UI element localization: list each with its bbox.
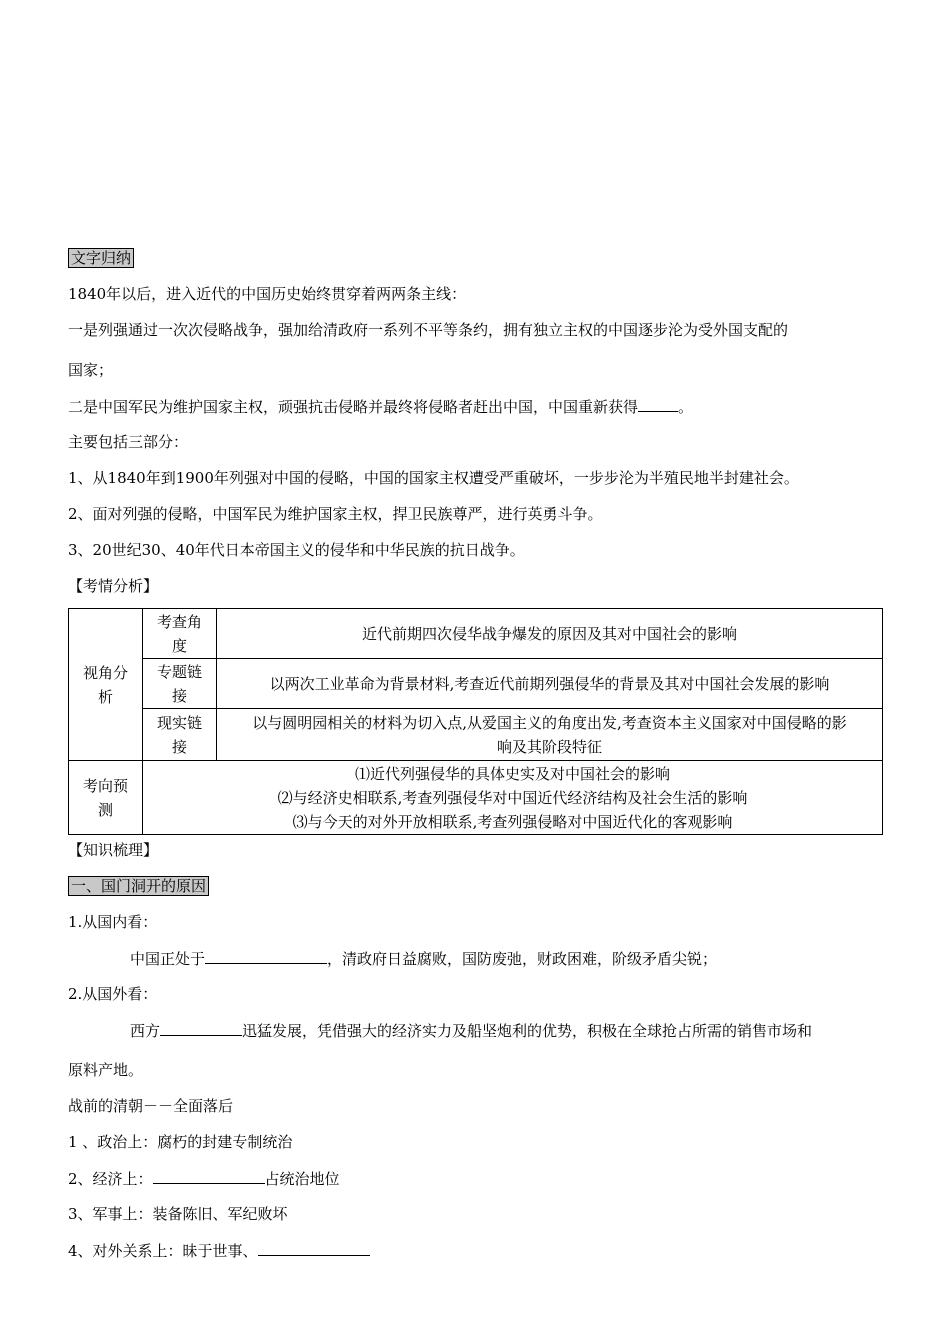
foreign-text: 西方 迅猛发展，凭借强大的经济实力及船坚炮利的优势，积极在全球抢占所需的销售市场和: [130, 1022, 813, 1040]
blank-line: [160, 1020, 242, 1036]
qing-item-1: 1 、政治上：腐朽的封建专制统治: [68, 1133, 293, 1151]
line-one-b: 国家；: [68, 361, 114, 379]
kaoqing-title: 【考情分析】: [68, 577, 159, 595]
row-label: 现实链接: [143, 709, 217, 761]
qing-item-4: 4、对外关系上：昧于世事、: [68, 1240, 370, 1261]
row-content: 以与圆明园相关的材料为切入点,从爱国主义的角度出发,考查资本主义国家对中国侵略的影响及其阶段特征: [217, 709, 883, 761]
analysis-table: [68, 608, 883, 835]
section-title-causes: 一、国门洞开的原因: [68, 876, 209, 896]
parts-intro: 主要包括三部分：: [68, 433, 189, 451]
blank-line: [153, 1168, 265, 1184]
qing-item-3: 3、军事上：装备陈旧、军纪败坏: [68, 1205, 288, 1223]
line-one-a: 一是列强通过一次次侵略战争，强加给清政府一系列不平等条约，拥有独立主权的中国逐步沦为受外国支配的: [68, 321, 789, 339]
table-row: [69, 761, 883, 835]
foreign-label: 2.从国外看：: [68, 985, 158, 1003]
row-content: 近代前期四次侵华战争爆发的原因及其对中国社会的影响: [217, 609, 883, 659]
qing-title: 战前的清朝－－全面落后: [68, 1097, 234, 1115]
part-1: 1、从1840年到1900年列强对中国的侵略，中国的国家主权遭受严重破坏，一步步沦为半殖民地半封建社会。: [68, 469, 799, 487]
row-content: 以两次工业革命为背景材料,考查近代前期列强侵华的背景及其对中国社会发展的影响: [217, 659, 883, 709]
part-3: 3、20世纪30、40年代日本帝国主义的侵华和中华民族的抗日战争。: [68, 541, 525, 559]
domestic-label: 1.从国内看：: [68, 913, 158, 931]
intro-text: 1840年以后，进入近代的中国历史始终贯穿着两两条主线：: [68, 285, 467, 303]
blank-line: [638, 396, 678, 412]
row-label: 考查角度: [143, 609, 217, 659]
row-header-forecast: 考向预测: [69, 761, 143, 835]
table-row: [69, 609, 883, 659]
row-label: 专题链接: [143, 659, 217, 709]
row-header-perspective: 视角分析: [69, 609, 143, 761]
line-two: 二是中国军民为维护国家主权，顽强抗击侵略并最终将侵略者赶出中国，中国重新获得 。: [68, 398, 694, 416]
foreign-text-cont: 原料产地。: [68, 1061, 144, 1079]
domestic-text: 中国正处于 ，清政府日益腐败，国防废弛，财政困难，阶级矛盾尖锐；: [130, 950, 718, 968]
qing-item-2: 2、经济上： 占统治地位: [68, 1170, 340, 1188]
forecast-content: ⑴近代列强侵华的具体史实及对中国社会的影响 ⑵与经济史相联系,考查列强侵华对中国近代经济结构及社会生活的影响 ⑶与今天的对外开放相联系,考查列强侵略对中国近代化的客观影响: [143, 761, 883, 835]
table-row: [69, 709, 883, 761]
part-2: 2、面对列强的侵略，中国军民为维护国家主权，捍卫民族尊严，进行英勇斗争。: [68, 505, 603, 523]
blank-line: [205, 948, 327, 964]
zhishi-title: 【知识梳理】: [68, 841, 159, 859]
section-title-summary: 文字归纳: [68, 248, 134, 268]
table-row: [69, 659, 883, 709]
blank-line: [258, 1240, 370, 1256]
